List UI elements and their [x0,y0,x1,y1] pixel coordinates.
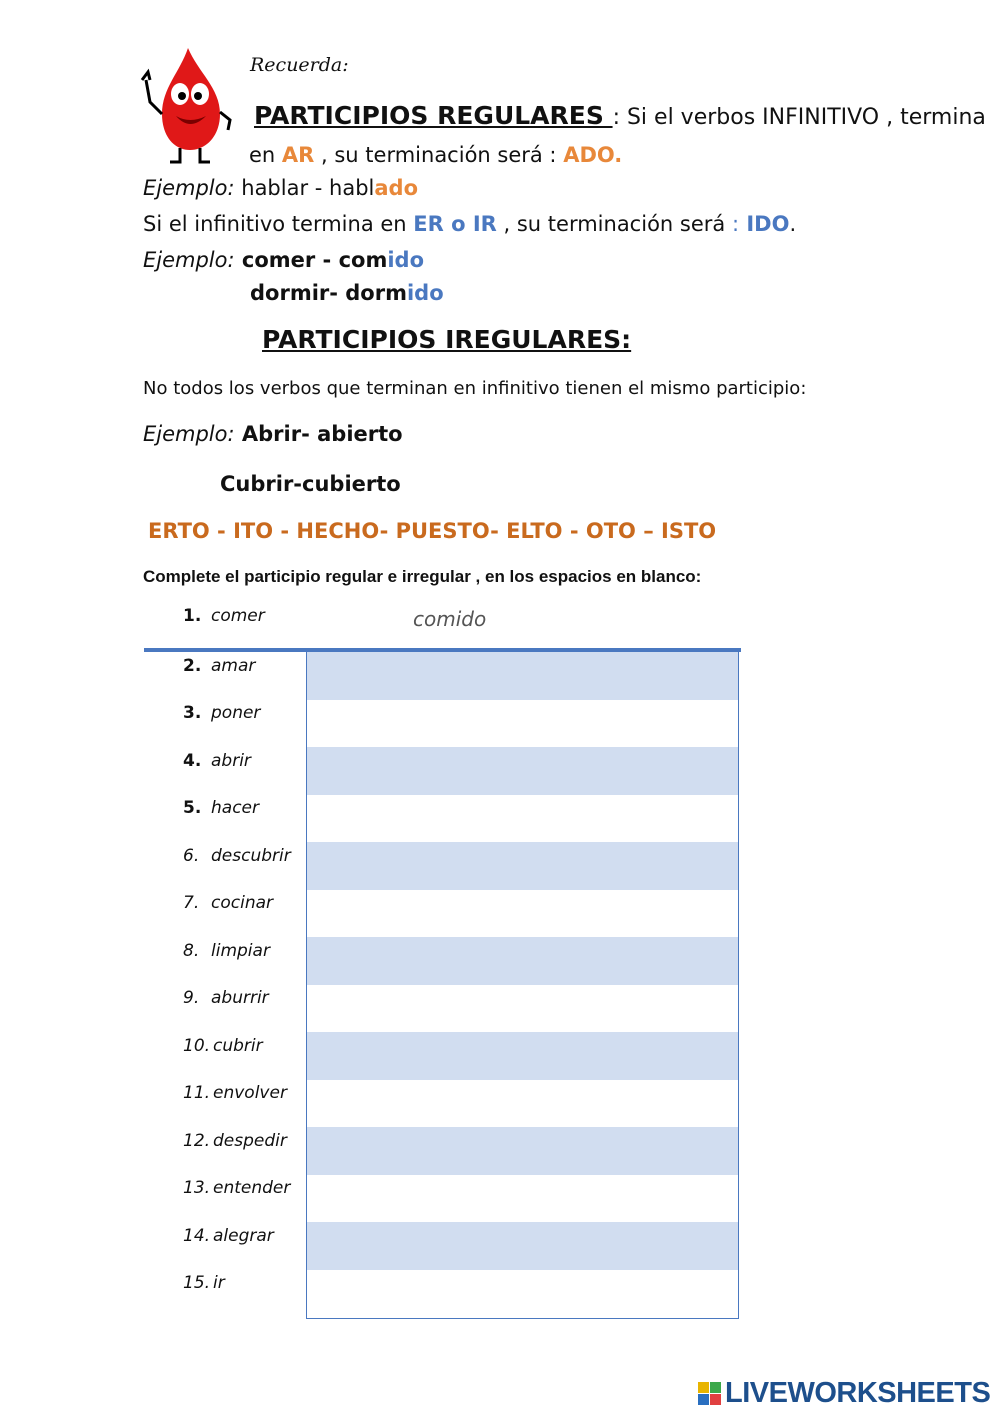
answer-field-7-row [307,890,738,938]
verb-number: 3. [183,703,202,723]
ejemplo-label: Ejemplo: [143,422,235,446]
answer-field-7[interactable] [307,890,738,938]
verb-text: poner [211,703,261,723]
example-hablar [143,176,418,200]
verb-text: cocinar [211,893,273,913]
answer-field-5-row [307,795,738,843]
liveworksheets-logo-icon [698,1382,722,1406]
answer-column [306,652,739,1319]
verb-number: 2. [183,656,202,676]
er-rule-colon: : [731,212,740,236]
er-rule-pre: Si el infinitivo termina en [143,212,414,236]
verb-text: comer [211,606,265,626]
er-rule-mid: , su terminación será [496,212,732,236]
answer-field-8-row [307,937,738,985]
ejemplo-label: Ejemplo: [143,176,235,200]
verb-item [183,751,251,771]
answer-field-11-row [307,1080,738,1128]
verb-item [183,703,260,723]
verb-item [183,656,255,676]
verb-number: 8. [183,941,200,961]
irregulares-note: No todos los verbos que terminan en infinitivo tienen el mismo participio: [143,378,807,399]
verb-text: amar [211,656,256,676]
verb-number: 11. [183,1083,211,1103]
verb-item [183,606,265,626]
verb-number: 15. [183,1273,211,1293]
verb-number: 4. [183,751,202,771]
answer-field-9-row [307,985,738,1033]
example-comer-suffix: ido [387,248,425,272]
verb-number: 13. [183,1178,211,1198]
answer-field-15[interactable] [307,1270,738,1318]
answer-field-13-row [307,1175,738,1223]
rule-text-mid: , su terminación será : [314,143,564,167]
verb-number: 9. [183,988,200,1008]
answer-field-2-row [307,652,738,700]
verb-text: envolver [213,1083,287,1103]
verb-item [183,1083,287,1103]
ending-ado: ADO. [563,143,623,167]
verb-item [183,1131,287,1151]
example-dormir [250,281,444,305]
er-ir-rule [143,212,796,236]
answer-field-3[interactable] [307,700,738,748]
regulares-rule-line2 [249,143,622,167]
recuerda-label: Recuerda: [250,54,349,76]
answer-field-4[interactable] [307,747,738,795]
verb-item [183,893,273,913]
verb-text: descubrir [211,846,291,866]
ending-ido: IDO [739,212,790,236]
verb-text: entender [213,1178,291,1198]
answer-field-13[interactable] [307,1175,738,1223]
answer-field-10[interactable] [307,1032,738,1080]
verb-number: 12. [183,1131,211,1151]
verb-number: 10. [183,1036,211,1056]
example-dormir-stem: dormir- dorm [250,281,407,305]
verb-text: hacer [211,798,259,818]
verb-number: 7. [183,893,200,913]
answer-field-9[interactable] [307,985,738,1033]
verb-number: 1. [183,606,202,626]
answer-field-12-row [307,1127,738,1175]
exercise-instruction: Complete el participio regular e irregular , en los espacios en blanco: [143,567,702,586]
regulares-rule-text: : Si el verbos INFINITIVO , termina [612,105,986,130]
answer-field-14[interactable] [307,1222,738,1270]
example-comer-stem: comer - com [234,248,388,272]
er-rule-end: . [789,212,797,236]
example-hablar-stem: hablar - habl [234,176,375,200]
answer-field-8[interactable] [307,937,738,985]
verb-item [183,1226,274,1246]
answer-field-14-row [307,1222,738,1270]
verb-number: 14. [183,1226,211,1246]
verb-item [183,798,259,818]
ending-er-ir: ER o IR [413,212,497,236]
verb-text: ir [213,1273,225,1293]
answer-field-11[interactable] [307,1080,738,1128]
rule-text-en: en [249,143,282,167]
verb-item [183,846,291,866]
ending-ar: AR [281,143,315,167]
verb-number: 5. [183,798,202,818]
answer-field-5[interactable] [307,795,738,843]
regulares-title: PARTICIPIOS REGULARES [254,101,613,130]
verb-text: abrir [211,751,251,771]
answer-field-4-row [307,747,738,795]
example-answer-comido: comido [413,607,487,631]
verb-text: limpiar [211,941,270,961]
verb-text: alegrar [213,1226,274,1246]
ejemplo-label: Ejemplo: [143,248,235,272]
example-hablar-suffix: ado [374,176,419,200]
example-abrir-text: Abrir- abierto [234,422,403,446]
regulares-heading-line [254,101,986,130]
example-abrir [143,422,403,446]
verb-text: aburrir [211,988,269,1008]
verb-number: 6. [183,846,200,866]
blood-drop-mascot-icon [140,44,240,166]
answer-field-2[interactable] [307,652,738,700]
verb-item [183,1036,263,1056]
verb-item [183,1273,225,1293]
answer-field-3-row [307,700,738,748]
liveworksheets-logo [698,1377,990,1410]
answer-field-6-row [307,842,738,890]
example-dormir-suffix: ido [406,281,444,305]
answer-field-10-row [307,1032,738,1080]
answer-field-15-row [307,1270,738,1318]
answer-field-6[interactable] [307,842,738,890]
verb-text: despedir [213,1131,287,1151]
liveworksheets-logo-text: LIVEWORKSHEETS [725,1377,991,1409]
verb-item [183,1178,290,1198]
example-comer [143,248,424,272]
verb-text: cubrir [213,1036,263,1056]
irregulares-title: PARTICIPIOS IREGULARES: [262,325,632,354]
verb-item [183,941,270,961]
example-cubrir: Cubrir-cubierto [220,472,401,496]
answer-field-12[interactable] [307,1127,738,1175]
irregular-endings: ERTO - ITO - HECHO- PUESTO- ELTO - OTO – ISTO [148,519,717,543]
verb-item [183,988,269,1008]
